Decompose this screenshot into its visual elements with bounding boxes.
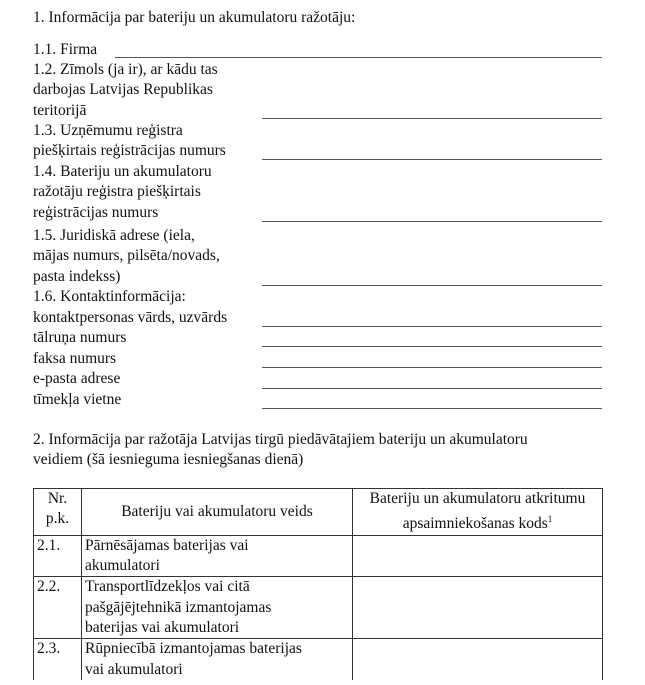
field-line-brand[interactable] [262,118,602,119]
field-line-address[interactable] [262,285,602,286]
cell-line: Transportlīdzekļos vai citā [85,578,250,596]
table-row [34,577,603,639]
field-label-email: e-pasta adrese [33,370,121,387]
field-label-company-reg [33,121,226,162]
field-label-producer-reg [33,162,212,223]
label-line: teritorijā [33,101,87,119]
header-text: p.k. [45,510,70,528]
row-code-cell[interactable] [353,639,603,680]
row-nr: 2.2. [34,577,82,639]
row-code-cell[interactable] [353,577,603,639]
row-type [82,577,353,639]
battery-types-table [33,488,603,680]
label-line: mājas numurs, pilsēta/novads, [33,247,220,265]
section2-heading [33,430,528,471]
section1-heading: 1. Informācija par bateriju un akumulatoru ražotāju: [33,9,356,26]
header-text: Bateriju un akumulatoru atkritumu [369,490,586,507]
field-line-contact-person[interactable] [262,326,602,327]
cell-line: baterijas vai akumulatori [85,618,240,636]
table-row [34,535,603,577]
field-line-fax[interactable] [262,367,602,368]
header-code [353,489,603,536]
cell-line: Rūpniecībā izmantojamas baterijas [85,640,302,658]
header-type: Bateriju vai akumulatoru veids [82,489,353,536]
footnote-ref: 1 [547,514,553,525]
row-nr: 2.1. [34,535,82,577]
field-label-contact-person: kontaktpersonas vārds, uzvārds [33,309,228,326]
label-line: 1.4. Bateriju un akumulatoru [33,163,212,180]
label-line: piešķirtais reģistrācijas numurs [33,142,226,160]
label-line: 1.3. Uzņēmumu reģistra [33,122,183,139]
row-code-cell[interactable] [353,535,603,577]
field-label-brand [33,60,218,121]
field-label-phone: tālruņa numurs [33,329,127,346]
cell-line: akumulatori [85,557,160,575]
field-line-producer-reg[interactable] [262,221,602,222]
field-line-website[interactable] [262,408,602,409]
header-text: apsaimniekošanas kods [402,515,548,533]
header-text [356,509,599,534]
row-type [82,639,353,680]
header-nr [34,489,82,536]
field-label-contacts: 1.6. Kontaktinformācija: [33,288,186,305]
cell-line: Pārnēsājamas baterijas vai [85,536,249,554]
label-line: ražotāju reģistra piešķirtais [33,183,201,201]
cell-line: vai akumulatori [85,660,183,678]
label-line: reģistrācijas numurs [33,203,159,221]
row-type [82,535,353,577]
field-label-firma: 1.1. Firma [33,41,98,58]
label-line: 1.5. Juridiskā adrese (iela, [33,227,195,244]
field-line-firma[interactable] [115,57,602,58]
label-line: pasta indekss) [33,267,121,285]
field-label-fax: faksa numurs [33,350,117,367]
heading-line: 2. Informācija par ražotāja Latvijas tirgū piedāvātajiem bateriju un akumulatoru [33,431,528,448]
row-nr: 2.3. [34,639,82,680]
label-line: darbojas Latvijas Republikas [33,81,213,99]
heading-line: veidiem (šā iesnieguma iesniegšanas dienā) [33,451,304,469]
field-line-email[interactable] [262,388,602,389]
cell-line: pašgājējtehnikā izmantojamas [85,598,272,616]
table-header-row [34,489,603,536]
label-line: 1.2. Zīmols (ja ir), ar kādu tas [33,61,218,78]
field-label-address [33,226,220,287]
header-text: Nr. [47,490,68,507]
field-line-phone[interactable] [262,346,602,347]
table-row [34,639,603,680]
field-label-website: tīmekļa vietne [33,391,122,408]
field-line-company-reg[interactable] [262,159,602,160]
